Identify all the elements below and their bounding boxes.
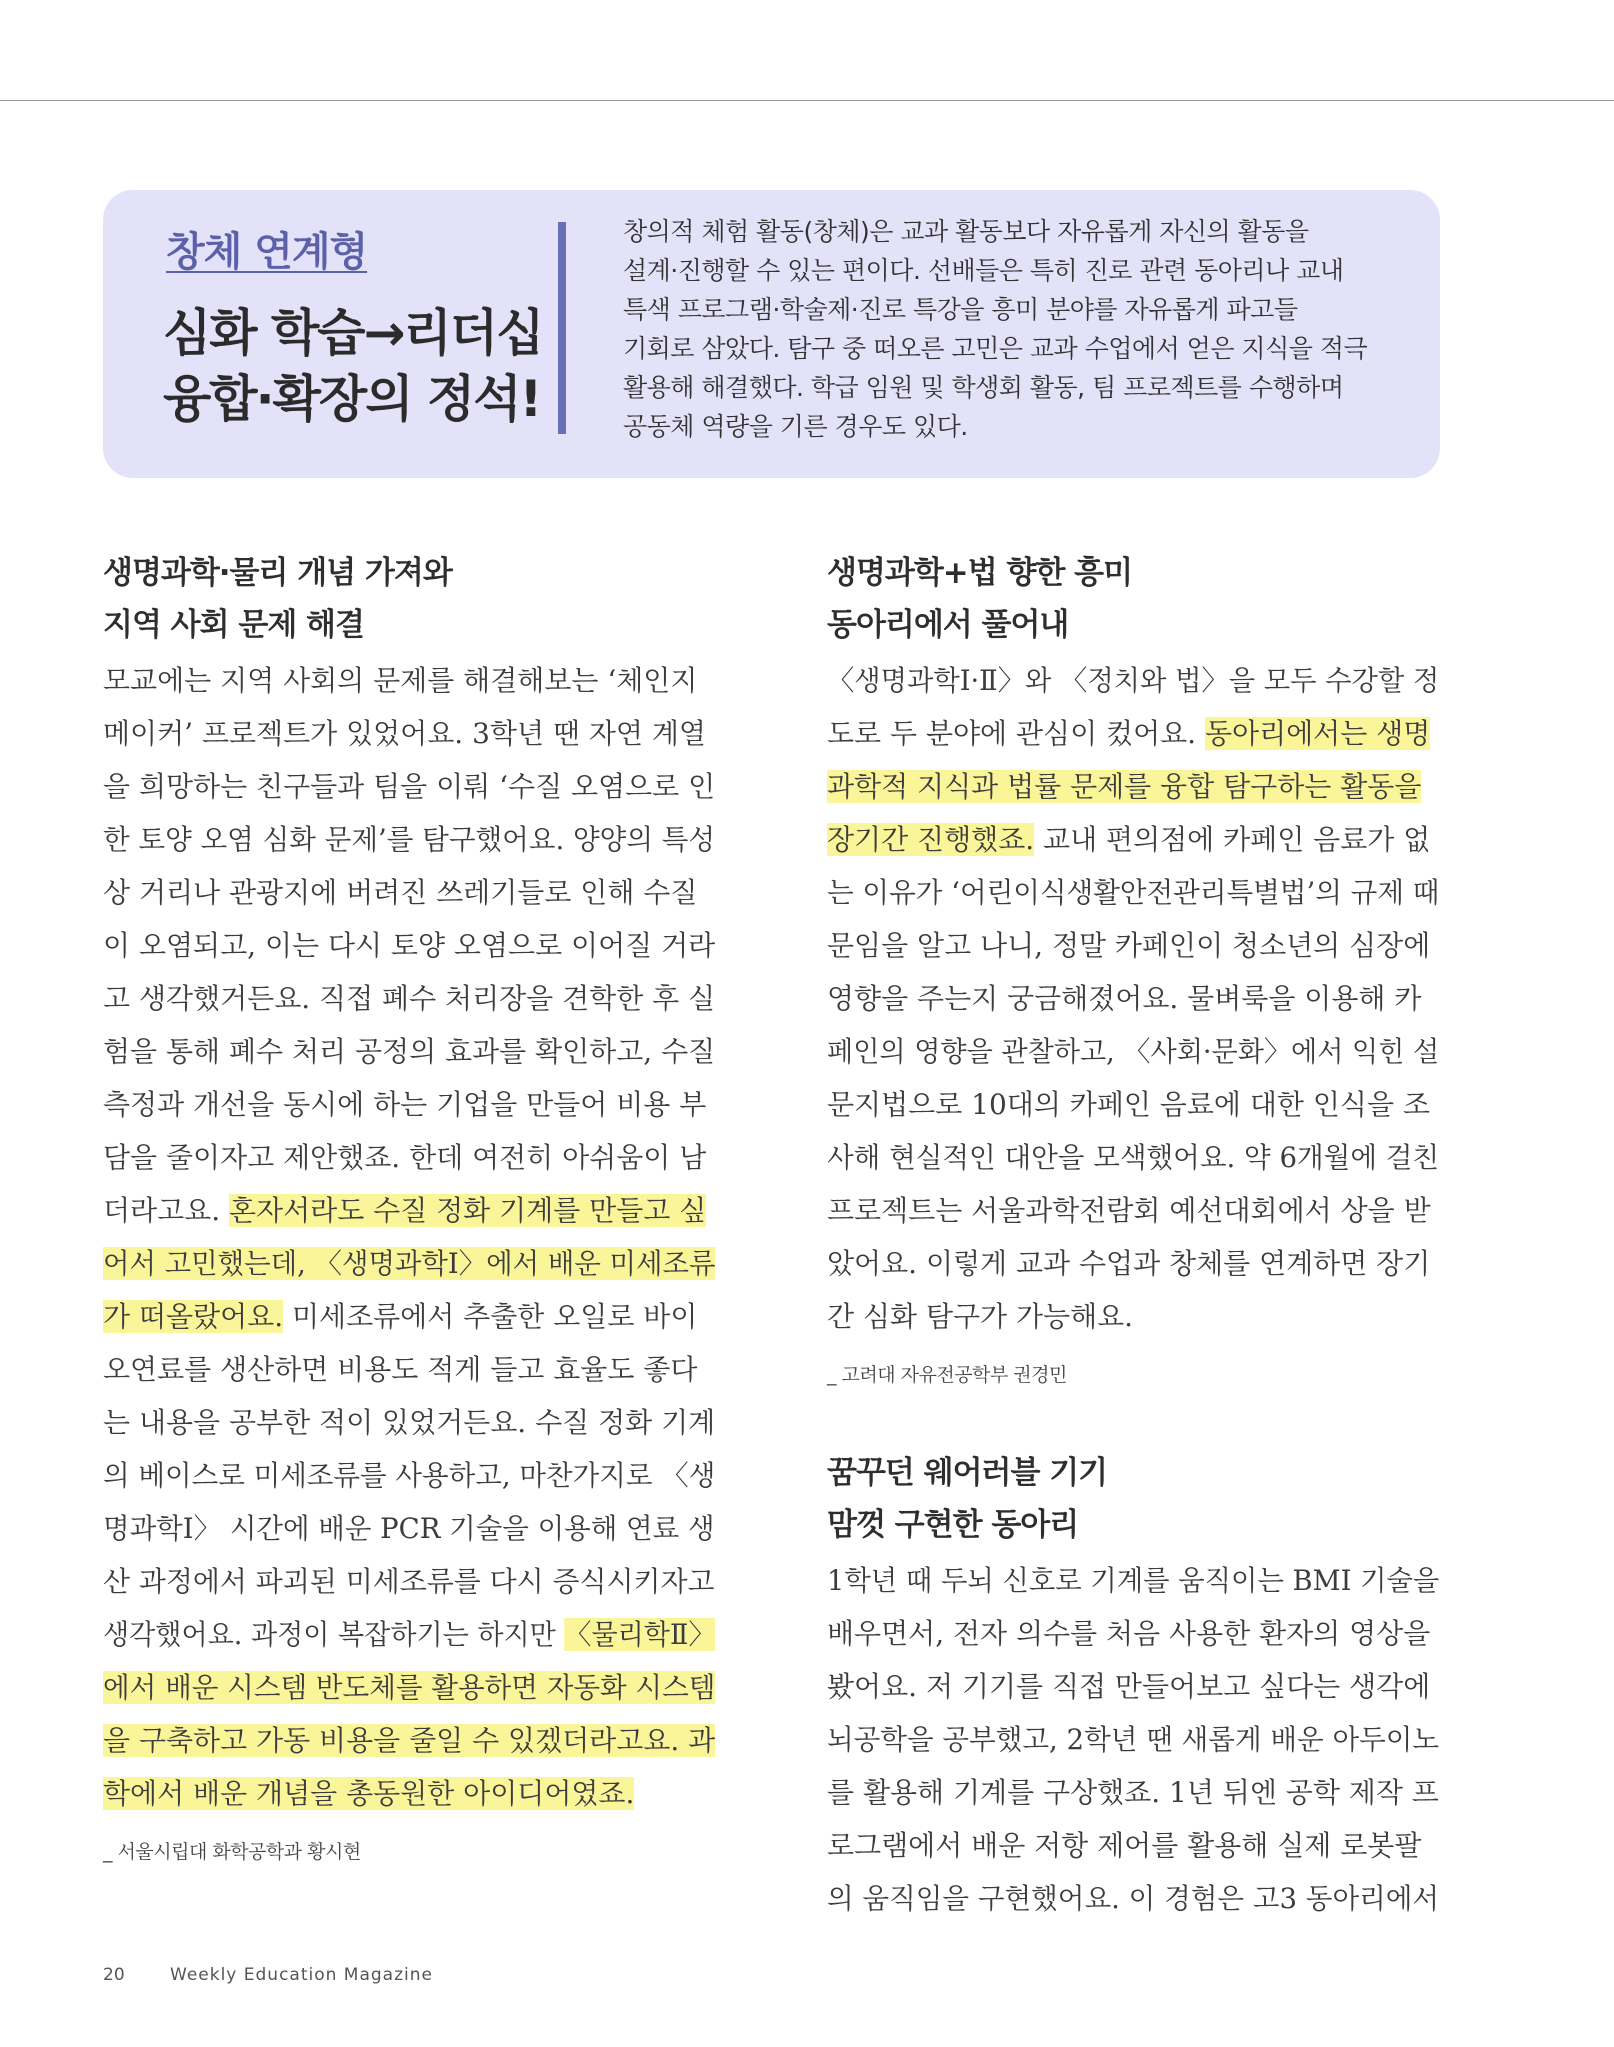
intro-text-line: 기회로 삼았다. 탐구 중 떠오른 고민은 교과 수업에서 얻은 지식을 적극: [623, 334, 1368, 363]
right1-title-line: 동아리에서 풀어내: [827, 607, 1069, 643]
body-line: [827, 919, 1439, 972]
body-line: [827, 813, 1439, 866]
highlighted-text: 을 구축하고 가동 비용을 줄일 수 있겠더라고요. 과: [103, 1724, 716, 1757]
right1-credit: _ 고려대 자유전공학부 권경민: [827, 1364, 1067, 1386]
body-text-segment: 프로젝트는 서울과학전람회 예선대회에서 상을 받: [827, 1194, 1431, 1227]
magazine-name: Weekly Education Magazine: [170, 1965, 433, 1985]
body-line: [103, 1449, 715, 1502]
body-line: [103, 1131, 715, 1184]
body-line: [103, 760, 715, 813]
right2-title-line: 꿈꾸던 웨어러블 기기: [827, 1455, 1108, 1491]
body-line: [827, 1660, 1439, 1713]
body-line: [103, 1661, 715, 1714]
page-number: 20: [103, 1965, 125, 1985]
left-title-line: 생명과학·물리 개념 가져와: [103, 555, 452, 591]
left-section-title: [103, 547, 452, 651]
body-line: [103, 813, 715, 866]
body-text-segment: 상 거리나 관광지에 버려진 쓰레기들로 인해 수질: [103, 876, 698, 909]
body-line: [103, 1237, 715, 1290]
body-line: [827, 1766, 1439, 1819]
body-line: [827, 972, 1439, 1025]
body-text-segment: 1학년 때 두뇌 신호로 기계를 움직이는 BMI 기술을: [827, 1564, 1440, 1597]
intro-text: [623, 212, 1367, 446]
right1-section-title: [827, 547, 1132, 651]
body-line: [103, 654, 715, 707]
body-line: [827, 707, 1439, 760]
highlighted-text: 장기간 진행했죠.: [827, 823, 1035, 856]
left-body-text: [103, 654, 715, 1820]
body-text-segment: 험을 통해 폐수 처리 공정의 효과를 확인하고, 수질: [103, 1035, 716, 1068]
body-line: [827, 1819, 1439, 1872]
highlighted-text: 어서 고민했는데, 〈생명과학Ⅰ〉에서 배운 미세조류: [103, 1247, 716, 1280]
body-line: [827, 1872, 1439, 1925]
right2-title-line: 맘껏 구현한 동아리: [827, 1507, 1079, 1543]
body-text-segment: 고 생각했거든요. 직접 폐수 처리장을 견학한 후 실: [103, 982, 716, 1015]
body-text-segment: 담을 줄이자고 제안했죠. 한데 여전히 아쉬움이 남: [103, 1141, 707, 1174]
body-text-segment: 오연료를 생산하면 비용도 적게 들고 효율도 좋다: [103, 1353, 698, 1386]
intro-headline-line: 융합·확장의 정석!: [163, 370, 541, 428]
intro-text-line: 활용해 해결했다. 학급 임원 및 학생회 활동, 팀 프로젝트를 수행하며: [623, 373, 1344, 402]
body-text-segment: 간 심화 탐구가 가능해요.: [827, 1300, 1134, 1333]
body-line: [103, 1290, 715, 1343]
body-text-segment: 문지법으로 10대의 카페인 음료에 대한 인식을 조: [827, 1088, 1430, 1121]
body-text-segment: 배우면서, 전자 의수를 처음 사용한 환자의 영상을: [827, 1617, 1431, 1650]
body-line: [827, 760, 1439, 813]
body-text-segment: 한 토양 오염 심화 문제’를 탐구했어요. 양양의 특성: [103, 823, 716, 856]
body-line: [103, 866, 715, 919]
body-text-segment: 페인의 영향을 관찰하고, 〈사회·문화〉에서 익힌 설: [827, 1035, 1440, 1068]
body-text-segment: 도로 두 분야에 관심이 컸어요.: [827, 717, 1205, 750]
highlighted-text: 가 떠올랐어요.: [103, 1300, 284, 1333]
intro-headline: [163, 300, 542, 432]
body-text-segment: 문임을 알고 나니, 정말 카페인이 청소년의 심장에: [827, 929, 1431, 962]
right2-section-title: [827, 1447, 1107, 1551]
intro-text-line: 창의적 체험 활동(창체)은 교과 활동보다 자유롭게 자신의 활동을: [623, 217, 1309, 246]
body-line: [827, 1607, 1439, 1660]
body-line: [103, 1555, 715, 1608]
body-line: [103, 1608, 715, 1661]
body-line: [103, 1714, 715, 1767]
body-text-segment: 미세조류에서 추출한 오일로 바이: [283, 1300, 698, 1333]
body-text-segment: 의 베이스로 미세조류를 사용하고, 마찬가지로 〈생: [103, 1459, 716, 1492]
highlighted-text: 과학적 지식과 법률 문제를 융합 탐구하는 활동을: [827, 770, 1422, 803]
left-title-line: 지역 사회 문제 해결: [103, 607, 364, 643]
body-text-segment: 메이커’ 프로젝트가 있었어요. 3학년 땐 자연 계열: [103, 717, 706, 750]
body-text-segment: 산 과정에서 파괴된 미세조류를 다시 증식시키자고: [103, 1565, 715, 1598]
right2-body-text: [827, 1554, 1439, 1925]
body-line: [103, 1767, 715, 1820]
body-text-segment: 의 움직임을 구현했어요. 이 경험은 고3 동아리에서: [827, 1882, 1440, 1915]
intro-text-line: 특색 프로그램·학술제·진로 특강을 흥미 분야를 자유롭게 파고들: [623, 295, 1298, 324]
body-line: [103, 1343, 715, 1396]
left-credit: _ 서울시립대 화학공학과 황시현: [103, 1841, 361, 1863]
intro-kicker: 창체 연계형: [166, 229, 368, 275]
body-text-segment: 교내 편의점에 카페인 음료가 없: [1034, 823, 1431, 856]
body-line: [103, 1502, 715, 1555]
body-text-segment: 았어요. 이렇게 교과 수업과 창체를 연계하면 장기: [827, 1247, 1431, 1280]
body-text-segment: 을 희망하는 친구들과 팀을 이뤄 ‘수질 오염으로 인: [103, 770, 716, 803]
body-text-segment: 명과학Ⅰ〉 시간에 배운 PCR 기술을 이용해 연료 생: [103, 1512, 715, 1545]
body-text-segment: 를 활용해 기계를 구상했죠. 1년 뒤엔 공학 제작 프: [827, 1776, 1439, 1809]
body-line: [103, 919, 715, 972]
body-text-segment: 모교에는 지역 사회의 문제를 해결해보는 ‘체인지: [103, 664, 698, 697]
body-line: [103, 1184, 715, 1237]
intro-text-line: 설계·진행할 수 있는 편이다. 선배들은 특히 진로 관련 동아리나 교내: [623, 256, 1344, 285]
body-text-segment: 영향을 주는지 궁금해졌어요. 물벼룩을 이용해 카: [827, 982, 1422, 1015]
body-text-segment: 봤어요. 저 기기를 직접 만들어보고 싶다는 생각에: [827, 1670, 1431, 1703]
body-line: [827, 1078, 1439, 1131]
intro-box: [103, 190, 1440, 478]
body-text-segment: 생각했어요. 과정이 복잡하기는 하지만: [103, 1618, 565, 1651]
body-line: [827, 1554, 1439, 1607]
body-text-segment: 는 이유가 ‘어린이식생활안전관리특별법’의 규제 때: [827, 876, 1440, 909]
body-line: [103, 1078, 715, 1131]
body-line: [103, 707, 715, 760]
highlighted-text: 학에서 배운 개념을 총동원한 아이디어였죠.: [103, 1777, 635, 1810]
body-text-segment: 측정과 개선을 동시에 하는 기업을 만들어 비용 부: [103, 1088, 707, 1121]
intro-divider: [558, 222, 566, 434]
body-line: [827, 1025, 1439, 1078]
body-line: [827, 866, 1439, 919]
right1-body-text: [827, 654, 1439, 1343]
highlighted-text: 동아리에서는 생명: [1204, 717, 1431, 750]
body-text-segment: 사해 현실적인 대안을 모색했어요. 약 6개월에 걸친: [827, 1141, 1440, 1174]
body-line: [103, 1396, 715, 1449]
highlighted-text: 〈물리학Ⅱ〉: [564, 1618, 716, 1651]
body-text-segment: 로그램에서 배운 저항 제어를 활용해 실제 로봇팔: [827, 1829, 1422, 1862]
body-text-segment: 는 내용을 공부한 적이 있었거든요. 수질 정화 기계: [103, 1406, 716, 1439]
body-line: [103, 1025, 715, 1078]
body-text-segment: 뇌공학을 공부했고, 2학년 땐 새롭게 배운 아두이노: [827, 1723, 1440, 1756]
highlighted-text: 에서 배운 시스템 반도체를 활용하면 자동화 시스템: [103, 1671, 716, 1704]
body-line: [827, 1237, 1439, 1290]
body-line: [827, 1290, 1439, 1343]
intro-text-line: 공동체 역량을 기른 경우도 있다.: [623, 412, 968, 441]
body-text-segment: 〈생명과학Ⅰ·Ⅱ〉와 〈정치와 법〉을 모두 수강할 정: [827, 664, 1440, 697]
body-line: [827, 654, 1439, 707]
body-line: [827, 1713, 1439, 1766]
body-line: [103, 972, 715, 1025]
body-text-segment: 이 오염되고, 이는 다시 토양 오염으로 이어질 거라: [103, 929, 716, 962]
top-rule: [0, 100, 1614, 101]
body-line: [827, 1184, 1439, 1237]
body-line: [827, 1131, 1439, 1184]
highlighted-text: 혼자서라도 수질 정화 기계를 만들고 싶: [229, 1194, 707, 1227]
right1-title-line: 생명과학+법 향한 흥미: [827, 555, 1133, 591]
intro-headline-line: 심화 학습→리더십: [163, 304, 543, 362]
body-text-segment: 더라고요.: [103, 1194, 229, 1227]
